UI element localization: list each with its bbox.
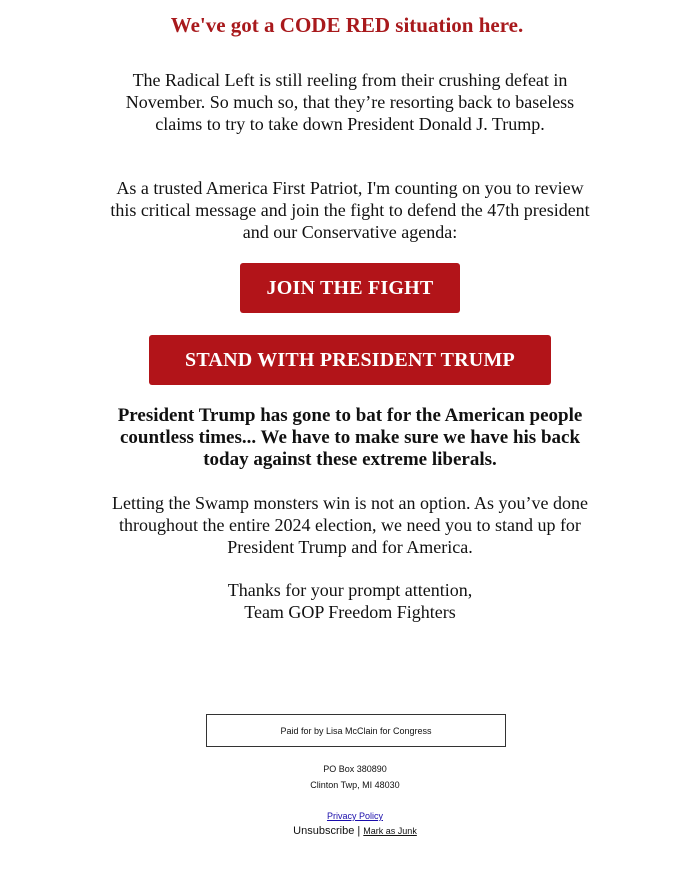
headline: We've got a CODE RED situation here. xyxy=(170,13,524,37)
signoff-line-1: Thanks for your prompt attention, xyxy=(227,580,473,600)
address-line-1: PO Box 380890 xyxy=(323,764,387,774)
signoff xyxy=(105,579,595,623)
paid-for-text: Paid for by Lisa McClain for Congress xyxy=(280,725,432,736)
paid-for-disclaimer xyxy=(206,714,506,747)
closing-paragraph: Letting the Swamp monsters win is not an option. As you’ve done throughout the entire 2024 election, we need you to stand up for President Trump and for America. xyxy=(112,493,588,557)
privacy-row xyxy=(205,811,505,821)
intro-paragraph: The Radical Left is still reeling from their crushing defeat in November. So much so, that they’re resorting back to baseless claims to try to take down President Donald J. Trump. xyxy=(125,70,575,134)
separator: | xyxy=(357,825,361,837)
signoff-line-2: Team GOP Freedom Fighters xyxy=(244,602,456,622)
unsubscribe-link[interactable]: Unsubscribe xyxy=(293,825,355,837)
privacy-policy-link[interactable]: Privacy Policy xyxy=(326,811,383,821)
appeal-paragraph: As a trusted America First Patriot, I'm counting on you to review this critical message and join the fight to defend the 47th president and our Conservative agenda: xyxy=(110,178,590,242)
join-the-fight-button[interactable]: JOIN THE FIGHT xyxy=(240,263,460,313)
stand-with-trump-button[interactable]: STAND WITH PRESIDENT TRUMP xyxy=(149,335,551,385)
mark-as-junk-link[interactable]: Mark as Junk xyxy=(363,826,417,836)
address-line-2: Clinton Twp, MI 48030 xyxy=(310,780,400,790)
bold-paragraph: President Trump has gone to bat for the American people countless times... We have to make sure we have his back today against these extreme liberals. xyxy=(117,405,583,470)
unsubscribe-row xyxy=(205,825,505,837)
